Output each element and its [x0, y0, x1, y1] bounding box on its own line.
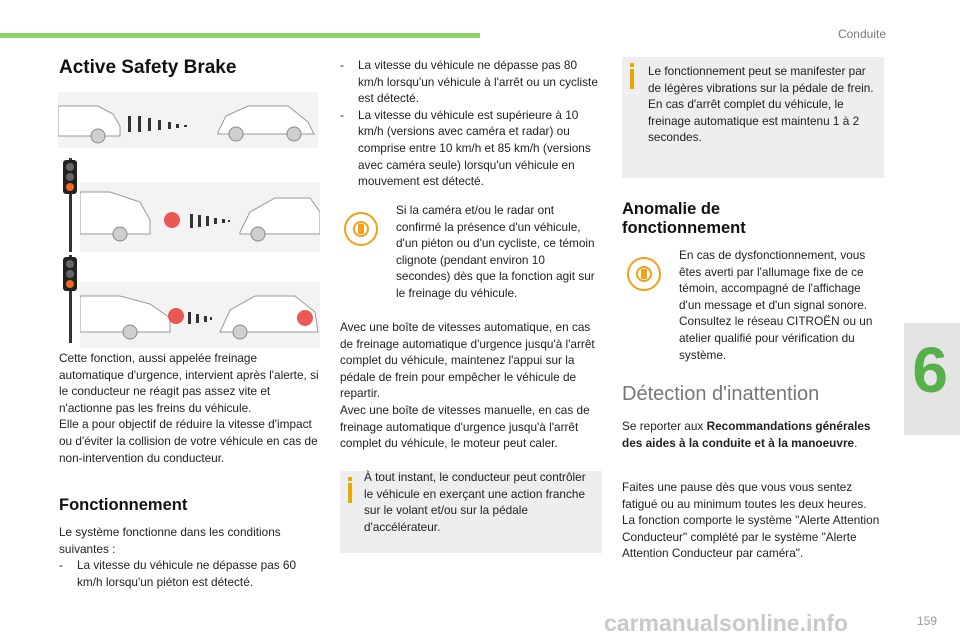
- page-number: 159: [917, 614, 938, 628]
- info-box-driver-control: [340, 471, 602, 553]
- ego-wheel: [91, 129, 105, 143]
- info-text: [648, 63, 882, 146]
- condition-item: - La vitesse du véhicule est supérieure à 10 km/h (versions avec caméra et radar) ou comprise entre 10 km/h et 85 km/h (versions avec caméra seule) lorsqu'un véhicule en mouvement est détecté.: [340, 107, 602, 190]
- brake-alert-glow: [164, 212, 180, 228]
- info-paragraph: Le fonctionnement peut se manifester par de légères vibrations sur la pédale de frein.: [648, 64, 874, 95]
- section-title: Conduite: [837, 27, 886, 41]
- gearbox-text: [340, 319, 602, 452]
- info-paragraph: En cas d'arrêt complet du véhicule, le freinage automatique est maintenu 1 à 2 secondes.: [648, 97, 860, 145]
- reference-text: [622, 418, 884, 451]
- brake-warning-lamp-icon: [627, 257, 661, 291]
- fonctionnement-text: [59, 524, 321, 590]
- condition-text: La vitesse du véhicule ne dépasse pas 60 km/h lorsqu'un piéton est détecté.: [77, 558, 297, 589]
- traffic-light: [63, 160, 77, 194]
- intro-text: [59, 350, 321, 466]
- intro-paragraph: Cette fonction, aussi appelée freinage automatique d'urgence, intervient après l'alerte, si le conducteur ne réagit pas assez vite et n'actionne pas les freins du véhicule.: [59, 351, 319, 415]
- watermark: carmanualsonline.info: [604, 610, 849, 636]
- section-heading-anomalie: Anomalie de fonctionnement: [622, 200, 746, 237]
- chapter-number: 6: [912, 334, 948, 406]
- info-text: À tout instant, le conducteur peut contrôler le véhicule en exerçant une action franche sur le volant et/ou sur la pédale d'accélérateur.: [364, 470, 586, 534]
- section-heading-detection: Détection d'inattention: [622, 383, 820, 405]
- traffic-light-lamp: [66, 270, 74, 278]
- info-icon: [348, 477, 352, 503]
- condition-item: - La vitesse du véhicule ne dépasse pas 80 km/h lorsqu'un véhicule à l'arrêt ou un cycliste est détecté.: [340, 57, 602, 107]
- illustration-emergency-braking: [80, 282, 320, 348]
- reference-link[interactable]: Recommandations générales des aides à la conduite et à la manoeuvre: [622, 419, 871, 450]
- top-accent-bar: [0, 33, 480, 38]
- warning-lamp-text: Si la caméra et/ou le radar ont confirmé la présence d'un véhicule, d'un piéton ou d'un cycliste, ce témoin clignote (pendant environ 10 secondes) dès que la fonction agit sur le freinage du véhicule.: [396, 203, 595, 300]
- brake-warning-lamp-icon: [344, 212, 378, 246]
- illustration-brake-warning: [80, 182, 320, 252]
- traffic-light: [63, 257, 77, 291]
- target-wheel: [287, 127, 301, 141]
- section-heading-fonctionnement: Fonctionnement: [59, 496, 188, 514]
- traffic-light-lamp: [66, 163, 74, 171]
- traffic-light-lamp: [66, 173, 74, 181]
- ego-wheel: [251, 227, 265, 241]
- target-wheel: [113, 227, 127, 241]
- info-icon: [630, 63, 634, 89]
- brake-light-glow: [297, 310, 313, 326]
- anomalie-text: En cas de dysfonctionnement, vous êtes averti par l'allumage fixe de ce témoin, accompagné de l'affichage d'un message et d'un signal sonore. Consultez le réseau CITROËN ou un atelier qualifié pour vérification du système.: [679, 248, 873, 362]
- traffic-light-lamp-active: [66, 183, 74, 191]
- condition-item: - La vitesse du véhicule ne dépasse pas 60 km/h lorsqu'un piéton est détecté.: [59, 557, 321, 590]
- conditions-list: [340, 57, 602, 190]
- traffic-light-lamp-active: [66, 280, 74, 288]
- target-wheel: [229, 127, 243, 141]
- condition-text: La vitesse du véhicule est supérieure à 10 km/h (versions avec caméra et radar) ou comprise entre 10 km/h et 85 km/h (versions avec caméra seule) lorsqu'un véhicule en mouvement est détecté.: [358, 107, 591, 189]
- automatic-gearbox-paragraph: Avec une boîte de vitesses automatique, en cas de freinage automatique d'urgence jusqu'à l'arrêt complet du véhicule, maintenez l'appui sur la pédale de frein pour empêcher le véhicule de repartir.: [340, 320, 595, 401]
- traffic-light-lamp: [66, 260, 74, 268]
- info-box-vibrations: [622, 57, 884, 178]
- ego-wheel: [233, 325, 247, 339]
- page-title: Active Safety Brake: [59, 57, 237, 78]
- condition-text: La vitesse du véhicule ne dépasse pas 80 km/h lorsqu'un véhicule à l'arrêt ou un cycliste est détecté.: [358, 58, 598, 106]
- brake-alert-glow: [168, 308, 184, 324]
- intro-paragraph: Elle a pour objectif de réduire la vitesse d'impact ou d'éviter la collision de votre véhicule en cas de non-intervention du conducteur.: [59, 417, 318, 465]
- system-paragraph: La fonction comporte le système "Alerte Attention Conducteur" complété par le système "Alerte Attention Conducteur par caméra".: [622, 513, 880, 561]
- conditions-intro: Le système fonctionne dans les conditions suivantes :: [59, 525, 281, 556]
- detection-text: [622, 479, 884, 562]
- illustration-vehicle-detection: [58, 92, 318, 148]
- reference-suffix: .: [854, 435, 858, 450]
- target-wheel: [123, 325, 137, 339]
- reference-prefix: Se reporter aux: [622, 419, 707, 433]
- pause-paragraph: Faites une pause dès que vous vous sentez fatigué ou au minimum toutes les deux heures.: [622, 480, 867, 511]
- manual-gearbox-paragraph: Avec une boîte de vitesses manuelle, en cas de freinage automatique d'urgence jusqu'à l'arrêt complet du véhicule, le moteur peut caler.: [340, 402, 590, 451]
